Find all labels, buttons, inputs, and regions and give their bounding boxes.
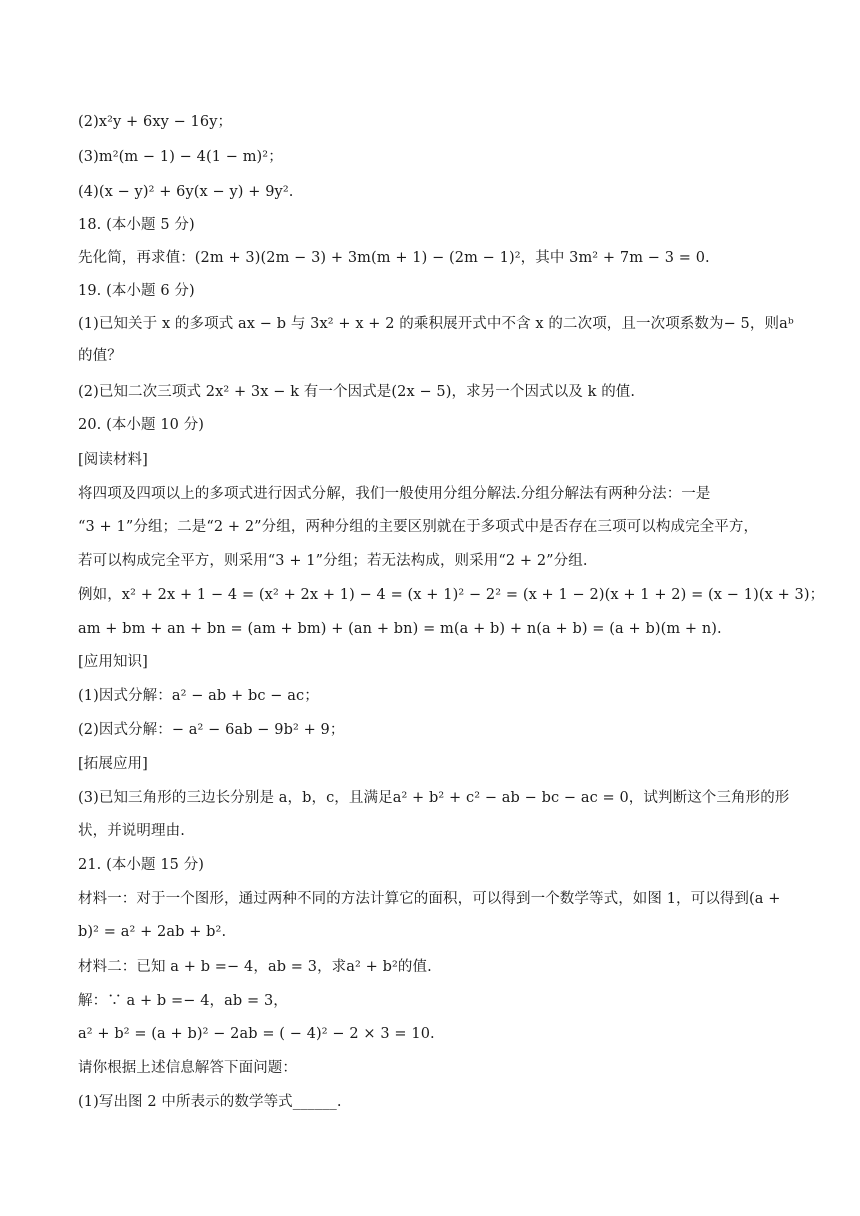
- q20-paragraph-line3: 若可以构成完全平方，则采用“3 + 1”分组；若无法构成，则采用“2 + 2”分组.: [78, 553, 588, 569]
- q20-paragraph-line2: “3 + 1”分组；二是“2 + 2”分组，两种分组的主要区别就在于多项式中是否存在三项可以构成完全平方，: [78, 519, 759, 535]
- q19-part2: (2)已知二次三项式 2x² + 3x − k 有一个因式是(2x − 5)，求另一个因式以及 k 的值.: [78, 384, 636, 400]
- q17-part4: (4)(x − y)² + 6y(x − y) + 9y².: [78, 184, 294, 200]
- q20-title: 20. (本小题 10 分): [78, 417, 205, 433]
- q20-part1: (1)因式分解：a² − ab + bc − ac；: [78, 688, 319, 704]
- q21-solution-line1: 解：∵ a + b =− 4，ab = 3，: [78, 993, 288, 1009]
- q21-title: 21. (本小题 15 分): [78, 857, 205, 873]
- q21-solution-line2: a² + b² = (a + b)² − 2ab = ( − 4)² − 2 × 3 = 10.: [78, 1026, 435, 1042]
- q20-paragraph-line1: 将四项及四项以上的多项式进行因式分解，我们一般使用分组分解法.分组分解法有两种分法：一是: [78, 486, 711, 502]
- q21-material1-line2: b)² = a² + 2ab + b².: [78, 924, 227, 940]
- q19-title: 19. (本小题 6 分): [78, 283, 195, 299]
- q20-part3-line2: 状，并说明理由.: [78, 823, 185, 839]
- q20-example1: 例如，x² + 2x + 1 − 4 = (x² + 2x + 1) − 4 = (x + 1)² − 2² = (x + 1 − 2)(x + 1 + 2) = (x − 1)(x + 3)；: [78, 587, 825, 603]
- q20-example2: am + bm + an + bn = (am + bm) + (an + bn) = m(a + b) + n(a + b) = (a + b)(m + n).: [78, 621, 722, 637]
- q21-instruction: 请你根据上述信息解答下面问题：: [78, 1060, 297, 1076]
- q21-material2: 材料二：已知 a + b =− 4，ab = 3，求a² + b²的值.: [78, 959, 432, 975]
- q20-reading-heading: [阅读材料]: [78, 452, 148, 468]
- q20-apply-heading: [应用知识]: [78, 654, 148, 670]
- q20-extend-heading: [拓展应用]: [78, 756, 148, 772]
- q19-part1-line2: 的值？: [78, 348, 122, 364]
- q20-part3-line1: (3)已知三角形的三边长分别是 a，b，c，且满足a² + b² + c² − ab − bc − ac = 0，试判断这个三角形的形: [78, 790, 790, 806]
- q19-part1-line1: (1)已知关于 x 的多项式 ax − b 与 3x² + x + 2 的乘积展开式中不含 x 的二次项，且一次项系数为− 5，则aᵇ: [78, 316, 794, 332]
- q17-part3: (3)m²(m − 1) − 4(1 − m)²；: [78, 149, 283, 165]
- q18-title: 18. (本小题 5 分): [78, 217, 195, 233]
- q18-body: 先化简，再求值：(2m + 3)(2m − 3) + 3m(m + 1) − (2m − 1)²，其中 3m² + 7m − 3 = 0.: [78, 250, 710, 266]
- q21-material1-line1: 材料一：对于一个图形，通过两种不同的方法计算它的面积，可以得到一个数学等式，如图 1，可以得到(a +: [78, 891, 781, 907]
- q17-part2: (2)x²y + 6xy − 16y；: [78, 114, 233, 130]
- q20-part2: (2)因式分解：− a² − 6ab − 9b² + 9；: [78, 722, 345, 738]
- q21-part1: (1)写出图 2 中所表示的数学等式______.: [78, 1094, 342, 1110]
